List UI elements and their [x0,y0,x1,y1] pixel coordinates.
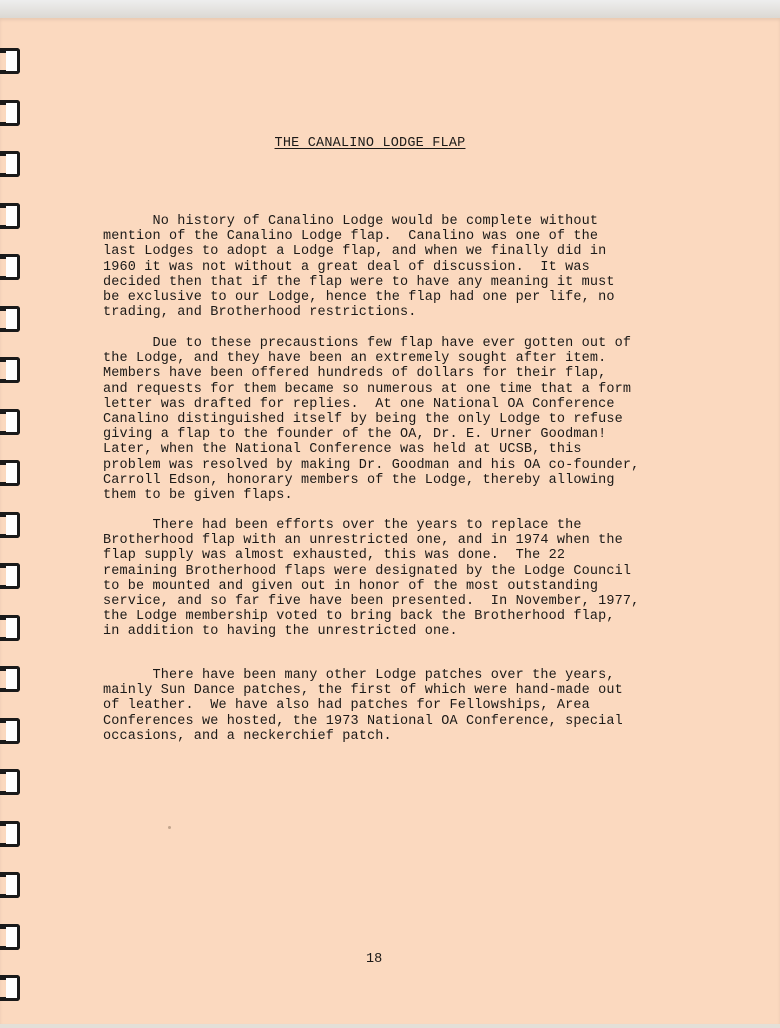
paragraph-2: Due to these precaustions few flap have ever gotten out of the Lodge, and they have been an extremely sought after item. Members have been offered hundreds of dollars for their flap, and requests for them became so numerous at one time that a form letter was drafted for replies. At one National OA Conference Canalino distinguished itself by being the only Lodge to refuse giving a flap to the founder of the OA, Dr. E. Urner Goodman! Later, when the National Conference was held at UCSB, this problem was resolved by making Dr. Goodman and his OA co-founder, Carroll Edson, honorary members of the Lodge, thereby allowing them to be given flaps. [103,336,640,504]
spiral-binding [0,48,30,1028]
binding-ring [6,975,20,1001]
document-page [0,18,780,1024]
binding-ring [6,769,20,795]
binding-ring [6,821,20,847]
body-text [103,196,703,744]
binding-ring [6,203,20,229]
binding-ring [6,460,20,486]
scanner-edge [0,0,780,20]
binding-ring [6,48,20,74]
binding-ring [6,151,20,177]
binding-ring [6,718,20,744]
binding-ring [6,100,20,126]
binding-ring [6,409,20,435]
binding-ring [6,254,20,280]
page-title: THE CANALINO LODGE FLAP [274,136,466,151]
binding-ring [6,872,20,898]
binding-ring [6,666,20,692]
paper-speck [168,826,171,829]
binding-ring [6,615,20,641]
binding-ring [6,512,20,538]
paragraph-3: There had been efforts over the years to replace the Brotherhood flap with an unrestricted one, and in 1974 when the flap supply was almost exhausted, this was done. The 22 remaining Brotherhood flaps were designated by the Lodge Council to be mounted and given out in honor of the most outstanding service, and so far five have been presented. In November, 1977, the Lodge membership voted to bring back the Brotherhood flap, in addition to having the unrestricted one. [103,518,640,640]
paragraph-1: No history of Canalino Lodge would be complete without mention of the Canalino Lodge flap. Canalino was one of the last Lodges to adopt a Lodge flap, and when we finally did in 1960 it was not without a great deal of discussion. It was decided then that if the flap were to have any meaning it must be exclusive to our Lodge, hence the flap had one per life, no trading, and Brotherhood restrictions. [103,214,615,321]
binding-ring [6,306,20,332]
paragraph-4: There have been many other Lodge patches over the years, mainly Sun Dance patches, the first of which were hand-made out of leather. We have also had patches for Fellowships, Area Conferences we hosted, the 1973 National OA Conference, special occasions, and a neckerchief patch. [103,668,623,744]
binding-ring [6,924,20,950]
page-number: 18 [366,952,383,967]
binding-ring [6,563,20,589]
binding-ring [6,357,20,383]
